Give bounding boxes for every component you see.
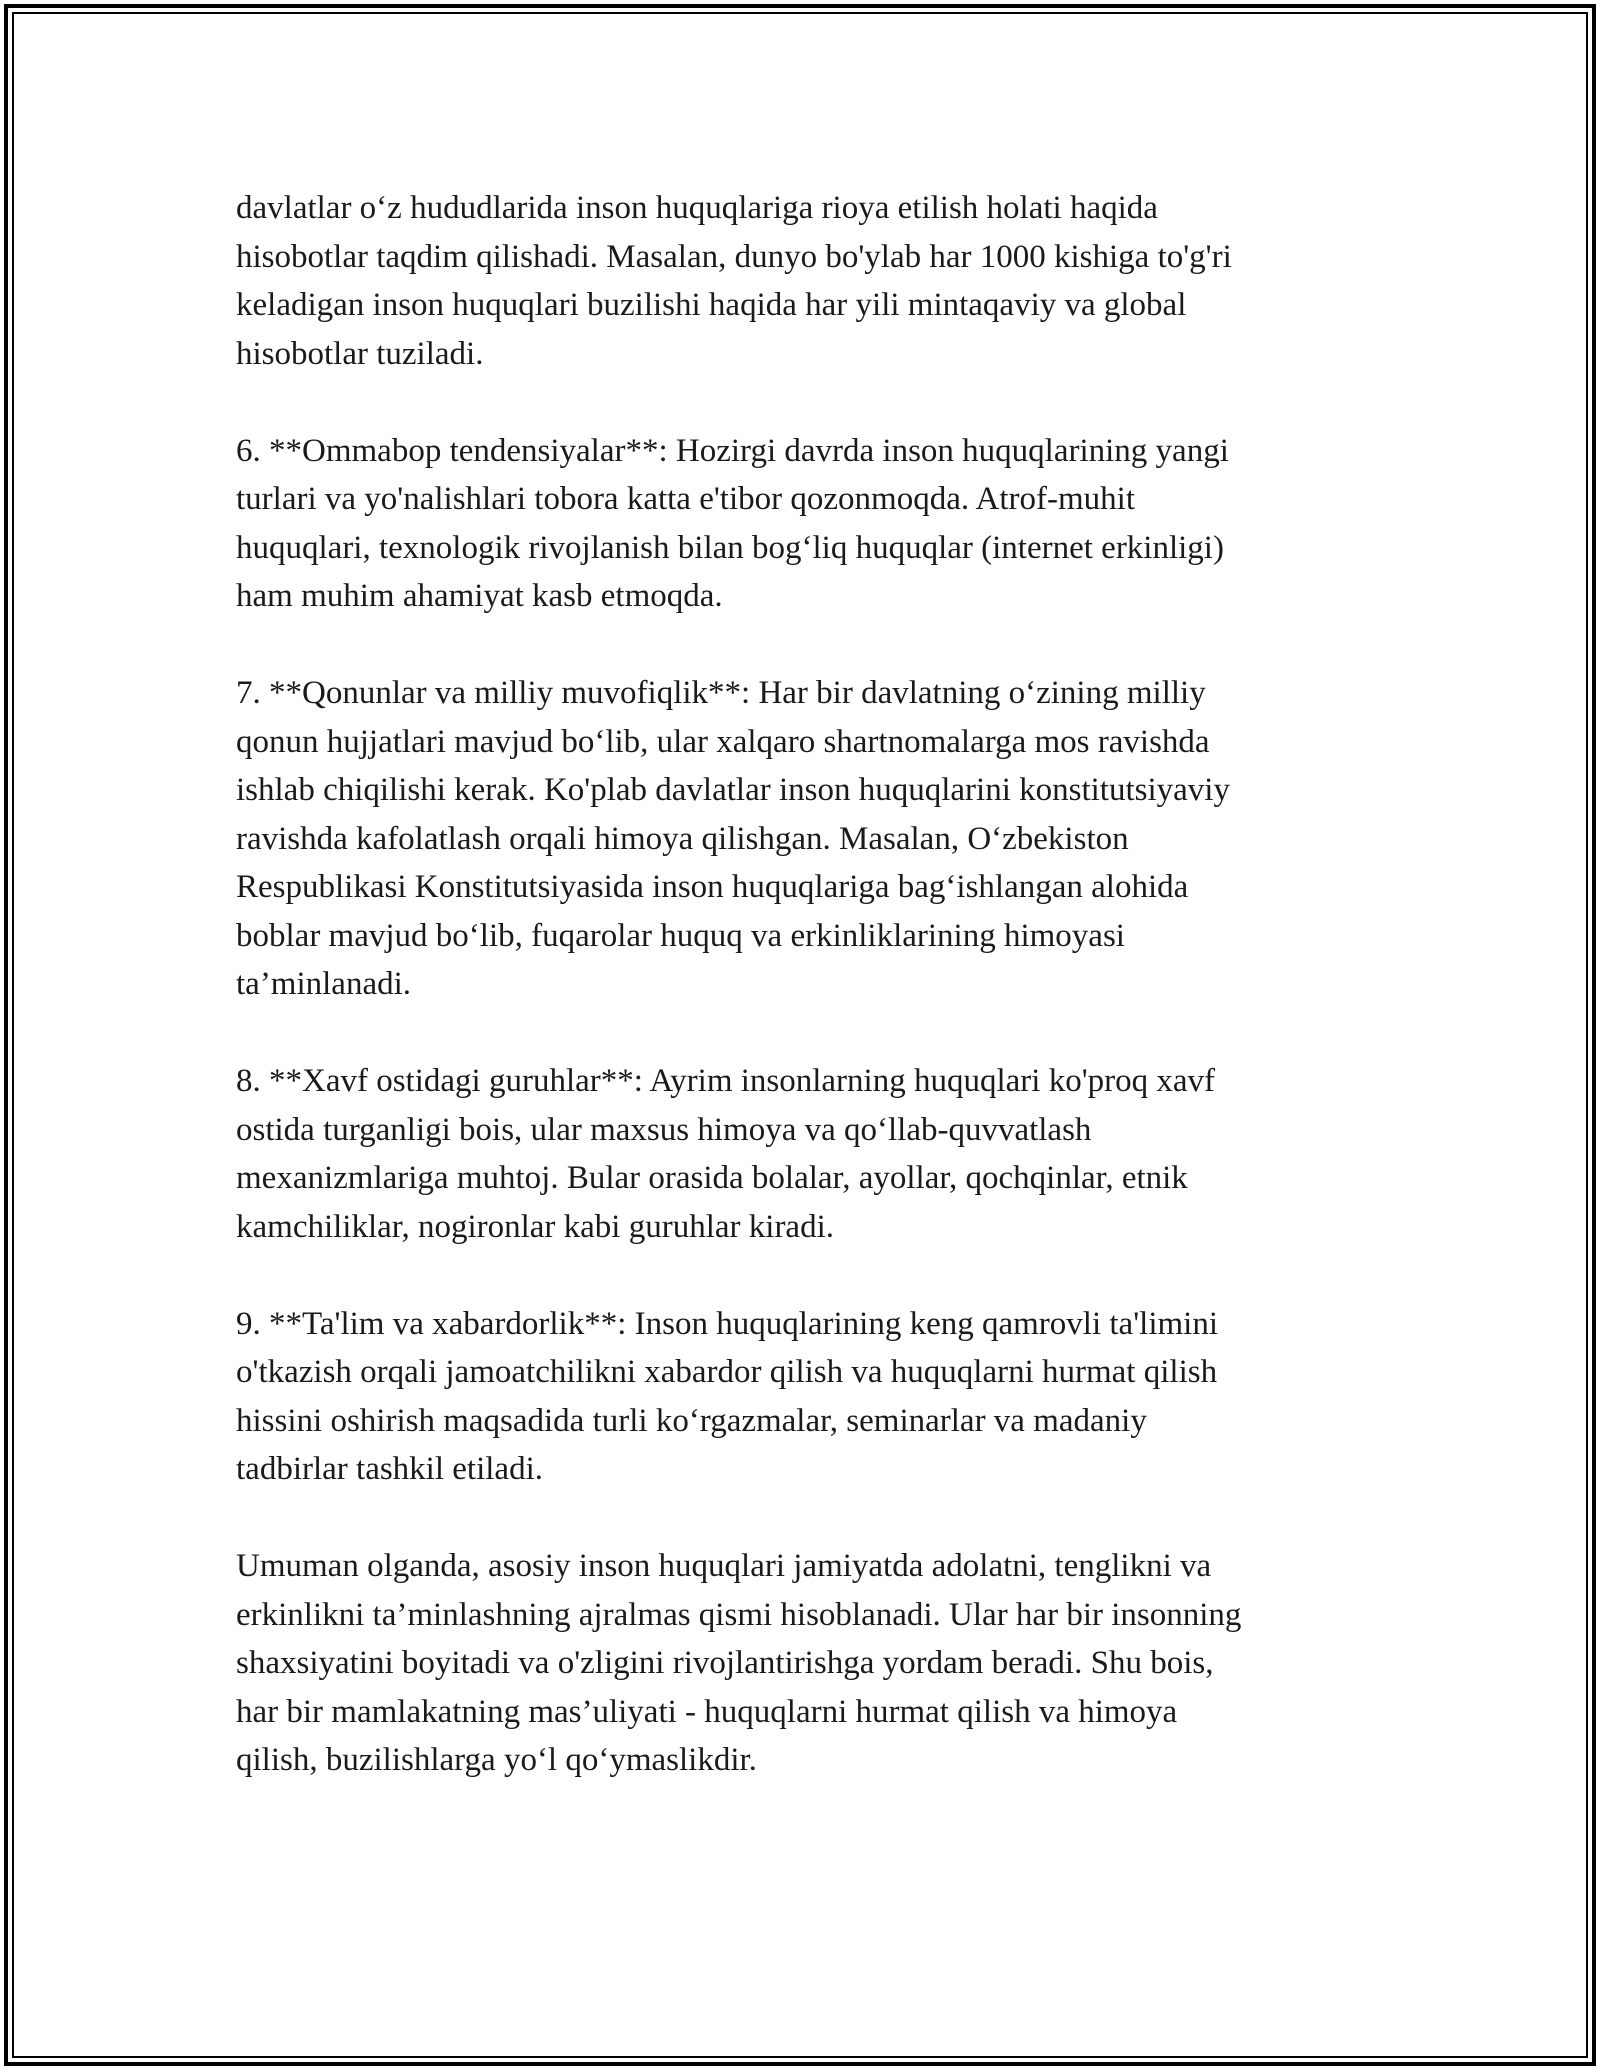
text-line: turlari va yo'nalishlari tobora katta e'tibor qozonmoqda. Atrof-muhit (236, 481, 1135, 517)
text-line: har bir mamlakatning mas’uliyati - huquqlarni hurmat qilish va himoya (236, 1693, 1178, 1730)
text-line: 8. **Xavf ostidagi guruhlar**: Ayrim insonlarning huquqlari ko'proq xavf (236, 1063, 1216, 1099)
text-line: 7. **Qonunlar va milliy muvofiqlik**: Har bir davlatning oʻzining milliy (236, 675, 1206, 711)
text-line: Umuman olganda, asosiy inson huquqlari jamiyatda adolatni, tenglikni va (236, 1548, 1212, 1584)
text-line: mexanizmlariga muhtoj. Bular orasida bolalar, ayollar, qochqinlar, etnik (236, 1160, 1188, 1196)
text-line: 9. **Ta'lim va xabardorlik**: Inson huquqlarining keng qamrovli ta'limini (236, 1305, 1218, 1342)
text-line: tadbirlar tashkil etiladi. (236, 1451, 543, 1487)
text-line: ishlab chiqilishi kerak. Ko'plab davlatlar inson huquqlarini konstitutsiyaviy (236, 772, 1230, 808)
text-line: qonun hujjatlari mavjud boʻlib, ular xalqaro shartnomalarga mos ravishda (236, 723, 1210, 760)
text-line: erkinlikni ta’minlashning ajralmas qismi hisoblanadi. Ular har bir insonning (236, 1596, 1242, 1633)
document-body (236, 184, 1376, 1833)
text-line: davlatlar oʻz hududlarida inson huquqlariga rioya etilish holati haqida (236, 190, 1158, 226)
paragraph-item-7 (236, 669, 1376, 1009)
text-line: 6. **Ommabop tendensiyalar**: Hozirgi davrda inson huquqlarining yangi (236, 432, 1229, 469)
paragraph-item-6 (236, 427, 1376, 621)
text-line: ham muhim ahamiyat kasb etmoqda. (236, 578, 723, 614)
text-line: qilish, buzilishlarga yoʻl qoʻymaslikdir. (236, 1742, 757, 1778)
text-line: keladigan inson huquqlari buzilishi haqida har yili mintaqaviy va global (236, 287, 1187, 323)
text-line: o'tkazish orqali jamoatchilikni xabardor qilish va huquqlarni hurmat qilish (236, 1354, 1218, 1390)
text-line: ta’minlanadi. (236, 966, 412, 1002)
text-line: hisobotlar tuziladi. (236, 335, 484, 372)
text-line: ravishda kafolatlash orqali himoya qilishgan. Masalan, Oʻzbekiston (236, 820, 1129, 857)
text-line: hissini oshirish maqsadida turli koʻrgazmalar, seminarlar va madaniy (236, 1402, 1147, 1439)
text-line: Respublikasi Konstitutsiyasida inson huquqlariga bagʻishlangan alohida (236, 869, 1189, 905)
text-line: shaxsiyatini boyitadi va o'zligini rivojlantirishga yordam beradi. Shu bois, (236, 1645, 1214, 1681)
text-line: huquqlari, texnologik rivojlanish bilan bogʻliq huquqlar (internet erkinligi) (236, 529, 1224, 566)
paragraph-reports (236, 184, 1376, 378)
paragraph-item-8 (236, 1057, 1376, 1251)
text-line: hisobotlar taqdim qilishadi. Masalan, dunyo bo'ylab har 1000 kishiga to'g'ri (236, 238, 1232, 275)
paragraph-item-9 (236, 1300, 1376, 1494)
text-line: ostida turganligi bois, ular maxsus himoya va qoʻllab-quvvatlash (236, 1111, 1092, 1148)
paragraph-conclusion (236, 1542, 1376, 1785)
text-line: boblar mavjud boʻlib, fuqarolar huquq va erkinliklarining himoyasi (236, 917, 1125, 954)
text-line: kamchiliklar, nogironlar kabi guruhlar kiradi. (236, 1208, 834, 1245)
